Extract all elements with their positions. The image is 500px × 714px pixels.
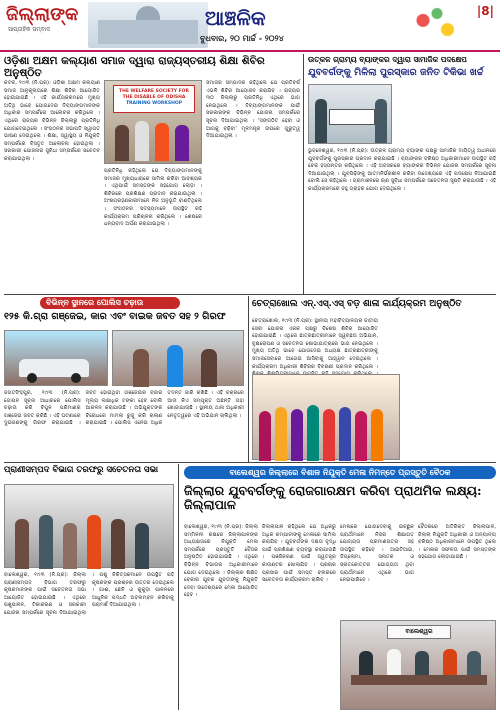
story5-body: ବାଲେଶ୍ୱର, ୧୯ା୩ (ନି.ପ୍ର): ଜିଲ୍ଲା ପ୍ରାଣୀସମ୍ପଦ ବିଭାଗ ତରଫରୁ କୃଷକମାନଙ୍କ ପାଇଁ ସଚେତନତା ସଭା ଆୟୋଜିତ ହୋଇଯାଇଛି । ଏଥିରେ ପଶୁପାଳନ, ଟିକାକରଣ ଓ ସରକାରୀ ଯୋଜନା ସମ୍ପର୍କରେ ସୂଚନା ଦିଆଯାଇଥିଲା । ପଶୁ ଚିକିତ୍ସକମାନେ ଉପସ୍ଥିତ ରହି କୃଷକଙ୍କ ପ୍ରଶ୍ନର ଉତ୍ତର ଦେଇଥିଲେ । ଗାଈ, ଛେଳି ଓ କୁକୁଡ଼ା ପାଳନରେ ଆଧୁନିକ ପଦ୍ଧତି ଅବଲମ୍ବନ କରିବାକୁ ପରାମର୍ଶ ଦିଆଯାଇଥିଲା । bbox=[4, 572, 174, 616]
story6-col2: ଜିଲ୍ଲାପାଳ କହିଥିଲେ ଯେ ଅଧିକରୁ ଅଧିକ କମ୍ପାନୀଙ୍କୁ ମେଳାରେ ସାମିଲ କରାଯିବ । ଯୁବବର୍ଗଙ୍କ ଦକ୍ଷତା ବୃଦ୍ଧି ପାଇଁ ପ୍ରଶିକ୍ଷଣ ବ୍ୟବସ୍ଥା କରାଯାଉଛି । ପଞ୍ଜିକରଣ ପାଇଁ ସ୍ୱତନ୍ତ୍ର କାଉଣ୍ଟର ଖୋଲାଯିବ । ପ୍ରଚାର ପ୍ରସାର ପାଇଁ ସମସ୍ତ ବ୍ଲକରେ ସଚେତନତା କାର୍ଯ୍ୟକ୍ରମ ଚାଲିବ । bbox=[262, 524, 336, 584]
story1-col2: ପ୍ରତିନିଧି କହିଥିଲେ ଯେ ଦିବ୍ୟାଙ୍ଗମାନଙ୍କୁ ସମାଜର ମୁଖ୍ୟଧାରାରେ ସାମିଲ କରିବା ଆବଶ୍ୟକ । ଏଥିପାଇଁ ସମସ୍ତଙ୍କ ସହଯୋଗ ଲୋଡ଼ା । ଶିବିରରେ ପ୍ରଶିକ୍ଷଣ ପ୍ରଦାନ କରାଯାଇଥିଲା । ଅଂଶଗ୍ରହଣକାରୀମାନେ ନିଜ ଅନୁଭୂତି ବାଣ୍ଟିଥିଲେ । ସଂଗଠନର ସଦସ୍ୟମାନେ ଉପସ୍ଥିତ ରହି କାର୍ଯ୍ୟକ୍ରମ ପରିଚାଳନା କରିଥିଲେ । ଶେଷରେ ଧନ୍ୟବାଦ ଅର୍ପଣ କରାଯାଇଥିଲା । bbox=[104, 168, 202, 228]
story2-body-top bbox=[396, 84, 496, 144]
masthead bbox=[0, 0, 500, 52]
story1-photo bbox=[104, 80, 202, 164]
story4-photo bbox=[252, 374, 400, 460]
story3-photo-accused bbox=[112, 330, 244, 386]
story1-headline: ଓଡ଼ିଶା ଅକ୍ଷମ କଲ୍ୟାଣ ସମାଜ ଦ୍ୱାରା ରାଜ୍ୟସ୍ତରୀୟ ଶିକ୍ଷା ଶିବିର ଅନୁଷ୍ଠିତ bbox=[4, 55, 265, 79]
story6-kicker: ବାଲେଶ୍ୱର ଜିଲ୍ଲାରେ ବିଶାଳ ନିଯୁକ୍ତି ମେଳା ନିମନ୍ତେ ପ୍ରସ୍ତୁତି ବୈଠକ bbox=[184, 466, 496, 479]
story4-body: ଚେତ୍ରାଖୋଲ, ୧୯ା୩ (ନି.ପ୍ର): ସ୍ଥାନୀୟ ମହାବିଦ୍ୟାଳୟର ଜାତୀୟ ସେବା ଯୋଜନା ଏକକ ପକ୍ଷରୁ ବିଶେଷ ଶିବିର ଆୟୋଜିତ ହୋଇଯାଇଛି । ଏଥିରେ ଛାତ୍ରଛାତ୍ରୀମାନେ ସ୍ୱଚ୍ଛତା ଅଭିଯାନ, ବୃକ୍ଷରୋପଣ ଓ ସଚେତନତା ଶୋଭାଯାତ୍ରାରେ ଭାଗ ନେଇଥିଲେ । ମୁଖ୍ୟ ଅତିଥି ଭାବେ ଯୋଗଦେଇ ଅଧ୍ୟକ୍ଷ ଛାତ୍ରଛାତ୍ରୀଙ୍କୁ ସମାଜସେବାରେ ଆଗେଇ ଆସିବାକୁ ଆହ୍ୱାନ ଦେଇଥିଲେ । କାର୍ଯ୍ୟକ୍ରମ ଅଧିକାରୀ ଶିବିରର ବିବରଣୀ ପ୍ରଦାନ କରିଥିଲେ । bbox=[252, 318, 378, 370]
section-divider-2 bbox=[4, 462, 496, 463]
workshop-banner bbox=[113, 85, 195, 113]
banner-text: THE WELFARE SOCIETY FOR THE DISABLE OF ODISHA bbox=[119, 89, 189, 100]
logo-subtitle: ସାପ୍ତାହିକ ସମ୍ବାଦ bbox=[8, 26, 51, 33]
story2-headline: ଉତ୍କଳ ଗ୍ରାମ୍ୟ ବ୍ୟାଙ୍କର ଦ୍ୱାରା ସାମାଜିକ ପଦକ୍ଷେପ bbox=[308, 55, 467, 64]
story6-col4: ବୈଠକରେ ଅତିରିକ୍ତ ଜିଲ୍ଲାପାଳ, ଜିଲ୍ଲା ନିଯୁକ୍ତି ଅଧିକାରୀ ଓ ଅନ୍ୟାନ୍ୟ ବରିଷ୍ଠ ଅଧିକାରୀମାନେ ଉପସ୍ଥିତ ଥିଲେ । ମେଳାର ସଫଳତା ପାଇଁ ସମସ୍ତଙ୍କ ସହଯୋଗ ଲୋଡ଼ାଯାଇଛି । bbox=[418, 524, 496, 561]
column-divider-2 bbox=[248, 296, 249, 462]
story2-kicker: ଯୁବବର୍ଗଙ୍କୁ ମିଳିଲା ପୁରସ୍କାର ଜନିତ ଟିକିଭା ଖର୍ଚ୍ଚ bbox=[308, 67, 484, 78]
story5-headline: ପ୍ରାଣୀସମ୍ପଦ ବିଭାଗ ତରଫରୁ ସଚେତନତା ସଭା bbox=[4, 465, 159, 475]
banner-subtext: TRAINING WORKSHOP bbox=[125, 101, 183, 106]
story4-body-cont bbox=[382, 318, 496, 460]
dateline: ବୁଧବାର, ୨୦ ମାର୍ଚ୍ଚ - ୨୦୨୪ bbox=[200, 34, 284, 43]
column-divider-3 bbox=[178, 464, 179, 710]
story6-photo bbox=[340, 620, 496, 710]
story6-col1: ବାଲେଶ୍ୱର, ୧୯ା୩ (ନି.ପ୍ର): ଜିଲ୍ଲା ସମ୍ମିଳନୀ କକ୍ଷରେ ଜିଲ୍ଲାପାଳଙ୍କ ଅଧ୍ୟକ୍ଷତାରେ ନିଯୁକ୍ତି ମେଳା ସମ୍ପର୍କରେ ପ୍ରସ୍ତୁତି ବୈଠକ ଅନୁଷ୍ଠିତ ହୋଇଯାଇଛି । ଏଥିରେ ବିଭିନ୍ନ ବିଭାଗର ଅଧିକାରୀମାନେ ଯୋଗ ଦେଇଥିଲେ । ଜିଲ୍ଲାର ଶିକ୍ଷିତ ବେକାର ଯୁବକ ଯୁବତୀଙ୍କୁ ନିଯୁକ୍ତି ଦେବା ଉଦ୍ଦେଶ୍ୟରେ ମେଳା ଆୟୋଜିତ ହେବ । bbox=[184, 524, 258, 599]
story1-col1: କଟକ, ୧୯ା୩ (ନି.ପ୍ର): ଓଡ଼ିଶା ଅକ୍ଷମ କଲ୍ୟାଣ ସମାଜ ଆନୁକୂଲ୍ୟରେ ଶିକ୍ଷା ଶିବିର ଆୟୋଜିତ ହୋଇଯାଇଛି । ଏହି କାର୍ଯ୍ୟକ୍ରମରେ ମୁଖ୍ୟ ଅତିଥି ଭାବେ ଯୋଗଦେଇ ଦିବ୍ୟାଙ୍ଗମାନଙ୍କ ଅଧିକାର ସମ୍ପର୍କରେ ଆଲୋଚନା କରିଥିଲେ । ଏଥିରେ ରାଜ୍ୟର ବିଭିନ୍ନ ଜିଲ୍ଲାରୁ ପ୍ରତିନିଧି ଯୋଗଦେଇଥିଲେ । ସଂଗଠନର ସଭାପତି ସ୍ୱାଗତ ଭାଷଣ ଦେଇଥିଲେ । ଶିକ୍ଷା, ସ୍ୱାସ୍ଥ୍ୟ ଓ ନିଯୁକ୍ତି ସମ୍ପର୍କରେ ବିସ୍ତୃତ ଆଲୋଚନା ହୋଇଥିଲା । ସରକାରୀ ଯୋଜନାର ସୁବିଧା ସମ୍ପର୍କରେ ସଚେତନ କରାଯାଇଥିଲା । bbox=[4, 80, 100, 162]
story5-photo bbox=[4, 484, 174, 568]
story3-headline: ୧୨୫ କି.ଗ୍ରା ଗଞ୍ଜେଇ, କାର ଏବଂ ବାଇକ ଜବତ ସହ ୨ ଗିରଫ bbox=[4, 311, 226, 322]
section-title: ଆଞ୍ଚଳିକ bbox=[205, 6, 266, 30]
column-divider bbox=[303, 54, 304, 294]
story6-headline: ଜିଲ୍ଲାର ଯୁବବର୍ଗଙ୍କୁ ରୋଜଗାରକ୍ଷମ କରିବା ପ୍ରାଥମିକ ଲକ୍ଷ୍ୟ: ଜିଲ୍ଲାପାଳ bbox=[184, 483, 482, 512]
flower-decoration-icon bbox=[402, 2, 472, 48]
story3-photo-car bbox=[4, 330, 108, 386]
story6-col3: ମେଳାରେ ଯୋଗଦେବାକୁ ଇଚ୍ଛୁକ ପ୍ରାର୍ଥୀମାନେ ନିଜର ଶିକ୍ଷାଗତ ଯୋଗ୍ୟତା ପ୍ରମାଣପତ୍ର ସହ ଉପସ୍ଥିତ ରହିବେ । ଆଇଟିଆଇ, ଡିପ୍ଲୋମା, ସ୍ନାତକ ଓ ସ୍ନାତକୋତ୍ତର ଯୋଗ୍ୟତା ଥିବା ପ୍ରାର୍ଥୀମାନେ ଏଥିରେ ଭାଗ ନେଇପାରିବେ । bbox=[340, 524, 414, 584]
story2-body: ଭୁବନେଶ୍ୱର, ୧୯ା୩ (ନି.ପ୍ର): ଉତ୍କଳ ଗ୍ରାମ୍ୟ ବ୍ୟାଙ୍କ ପକ୍ଷରୁ ସାମାଜିକ ଦାୟିତ୍ୱ ଅଧୀନରେ ଯୁବବର୍ଗଙ୍କୁ ପୁରସ୍କାର ପ୍ରଦାନ କରାଯାଇଛି । ବ୍ୟାଙ୍କର ବରିଷ୍ଠ ଅଧିକାରୀମାନେ ଉପସ୍ଥିତ ରହି ଚେକ୍ ହସ୍ତାନ୍ତର କରିଥିଲେ । ଏହି ଅବସରରେ ବ୍ୟାଙ୍କର ବିଭିନ୍ନ ଯୋଜନା ସମ୍ପର୍କରେ ସୂଚନା ଦିଆଯାଇଥିଲା । ଯୁବପିଢ଼ିଙ୍କୁ ଆତ୍ମନିର୍ଭରଶୀଳ କରିବା ଉଦ୍ଦେଶ୍ୟରେ ଏହି ପଦକ୍ଷେପ ନିଆଯାଇଛି ବୋଲି ସେ କହିଥିଲେ । ଗ୍ରାମାଞ୍ଚଳରେ ଋଣ ସୁବିଧା ସମ୍ପର୍କରେ ସଚେତନତା ସୃଷ୍ଟି କରାଯାଉଛି । ଏହି କାର୍ଯ୍ୟକ୍ରମରେ ବହୁ ଗ୍ରାହକ ଯୋଗ ଦେଇଥିଲେ । bbox=[308, 148, 496, 192]
story3-body: ଜଗତସିଂହପୁର, ୧୯ା୩ (ନି.ପ୍ର): ଗୋପନ ସୂଚନା ଆଧାରରେ ପୋଲିସ ଚଢ଼ାଉ କରି ବିପୁଳ ପରିମାଣର ଗଞ୍ଜେଇ ଜବତ କରିଛି । ଏହି ଘଟଣାରେ ଦୁଇଜଣଙ୍କୁ ଗିରଫ କରାଯାଇଛି । ଜବତ ହୋଇଥିବା ଗଞ୍ଜେଇର ବଜାର ମୂଲ୍ୟ ଲକ୍ଷାଧିକ ଟଙ୍କା ହେବ ବୋଲି ଆକଳନ କରାଯାଉଛି । ଅଭିଯୁକ୍ତଙ୍କ ବିରୋଧରେ ମାମଲା ରୁଜୁ କରି ଚାଲାଣ କରାଯାଇଛି । ପୋଲିସ ଏନେଇ ଅଧିକ ତଦନ୍ତ ଜାରି ରଖିଛି । ଏହି ଚକ୍ରରେ ଆଉ କିଏ ସମ୍ପୃକ୍ତ ଅଛନ୍ତି ତାହା ଖୋଜାଯାଉଛି । ସ୍ଥାନୀୟ ଥାନା ଅଧିକାରୀ ନେତୃତ୍ୱରେ ଏହି ଅଭିଯାନ ଚାଲିଥିଲା । bbox=[4, 390, 244, 427]
story3-kicker: ବିଭିନ୍ନ ସ୍ଥାନରେ ପୋଲିସ ଚଢ଼ାଉ bbox=[40, 297, 180, 309]
page-number: |8| bbox=[476, 4, 494, 18]
newspaper-logo: ଜିଲ୍ଲାଙ୍କ bbox=[6, 4, 79, 25]
story1-col3: ସମାଜର ସମ୍ପାଦକ କହିଥିଲେ ଯେ ପ୍ରତିବର୍ଷ ଏଭଳି ଶିବିର ଆୟୋଜନ କରାଯିବ । ରାଜ୍ୟର ୩୦ ଜିଲ୍ଲାରୁ ପ୍ରତିନିଧି ଏଥିରେ ଭାଗ ନେଇଥିଲେ । ଦିବ୍ୟାଙ୍ଗମାନଙ୍କ ପାଇଁ ସରକାରଙ୍କ ବିଭିନ୍ନ ଯୋଜନା ସମ୍ପର୍କରେ ସୂଚନା ଦିଆଯାଇଥିଲା । 'ସଙ୍ଗଠିତ ହେବା ଓ ଆଗକୁ ବଢ଼ିବା' ମୂଳମନ୍ତ୍ର ଉପରେ ଗୁରୁତ୍ୱ ଦିଆଯାଇଥିଲା । bbox=[206, 80, 300, 140]
building-illustration bbox=[88, 2, 208, 48]
story6-photo-sign: ବାଲେଶ୍ୱର bbox=[387, 625, 451, 639]
story2-photo bbox=[308, 84, 392, 144]
section-divider bbox=[4, 294, 496, 295]
story4-headline: ଚେତ୍ରାଖୋଲ ଏନ୍.ଏସ୍.ଏସ୍ ବଡ଼ ଶାଳା କାର୍ଯ୍ୟକ୍ରମ ଅନୁଷ୍ଠିତ bbox=[252, 299, 462, 309]
